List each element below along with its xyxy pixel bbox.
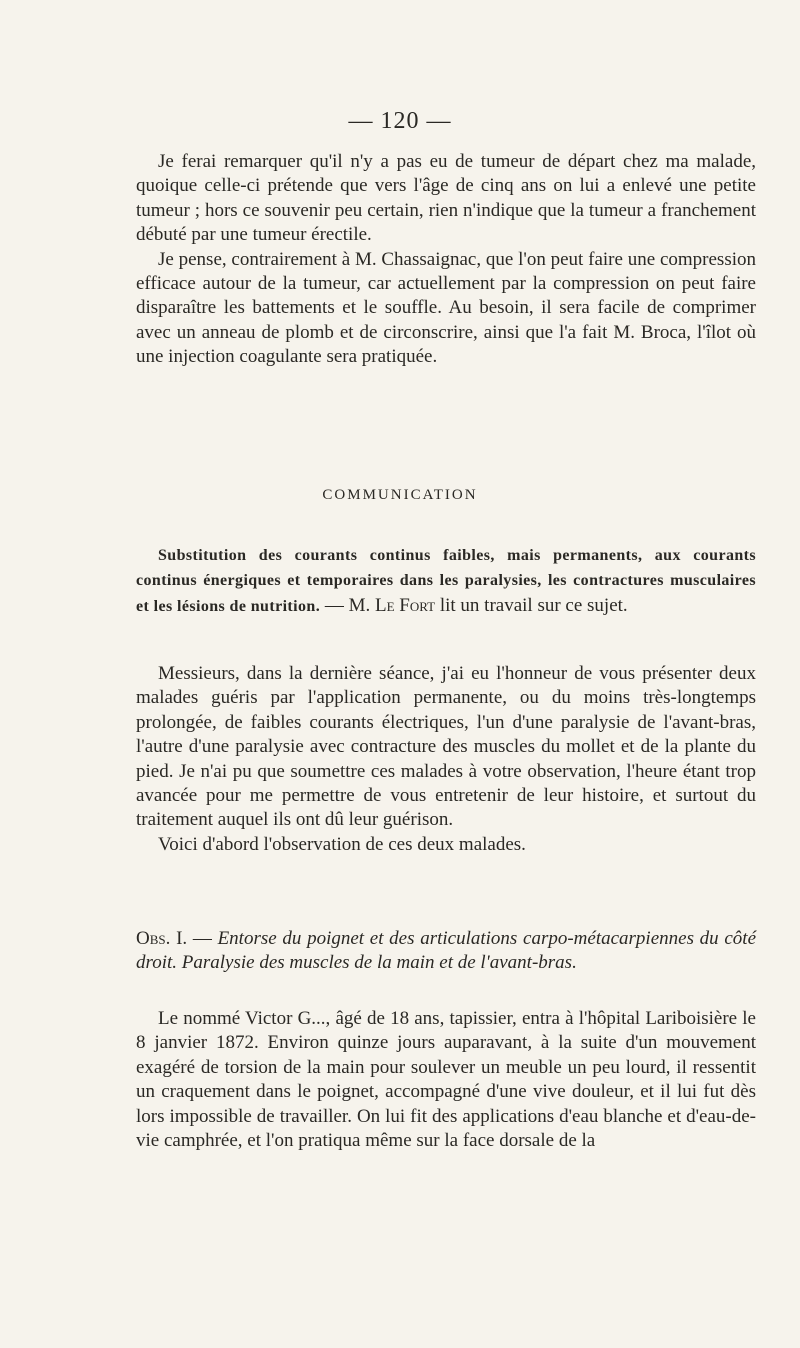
observation-paragraph bbox=[136, 927, 756, 976]
communication-dash: — bbox=[320, 594, 349, 616]
body-text bbox=[136, 662, 756, 857]
communication-tail: lit un travail sur ce sujet. bbox=[435, 594, 628, 616]
intro-text bbox=[136, 150, 756, 370]
body-paragraph: Messieurs, dans la dernière séance, j'ai eu l'honneur de vous présenter deux malades guéris par l'application permanente, ou du moins très-longtemps prolongée, de faibles courants électriques, l'un d'une paralysie de l'avant-bras, l'autre d'une paralysie avec contracture des muscles du mollet et de la plante du pied. Je n'ai pu que soumettre ces malades à votre observation, l'heure étant trop avancée pour me permettre de vous entretenir de leur histoire, et surtout du traitement auquel ils ont dû leur guérison. bbox=[136, 663, 756, 831]
body-paragraph: Voici d'abord l'observation de ces deux malades. bbox=[158, 833, 526, 855]
communication-title: Substitution des courants continus faibles, mais permanents, aux courants continus énergiques et temporaires dans les paralysies, les contractures musculaires et les lésions de nutrition. bbox=[136, 547, 756, 615]
observation-title: Entorse du poignet et des articulations carpo-métacarpiennes du côté droit. Paralysie des muscles de la main et de l'avant-bras. bbox=[136, 928, 757, 974]
intro-paragraph: Je pense, contrairement à M. Chassaignac, que l'on peut faire une compression efficace autour de la tumeur, car actuellement par la compression on peut faire disparaître les battements et le souffle. Au besoin, il sera facile de comprimer avec un anneau de plomb et de circonscrire, ainsi que l'a fait M. Broca, l'îlot où une injection coagulante sera pratiquée. bbox=[136, 248, 756, 368]
communication-author: M. Le Fort bbox=[348, 594, 436, 616]
page-number: — 120 — bbox=[348, 108, 452, 134]
observation-dash: — bbox=[187, 928, 218, 949]
communication-paragraph bbox=[136, 543, 756, 619]
case-text bbox=[136, 1007, 756, 1153]
intro-paragraph: Je ferai remarquer qu'il n'y a pas eu de tumeur de départ chez ma malade, quoique celle-ci prétende que vers l'âge de cinq ans on lui a enlevé une petite tumeur ; hors ce souvenir peu certain, rien n'indique que la tumeur a franchement débuté par une tumeur érectile. bbox=[136, 151, 756, 246]
section-heading: COMMUNICATION bbox=[322, 487, 478, 503]
observation-label: Obs. I. bbox=[136, 928, 188, 949]
case-paragraph: Le nommé Victor G..., âgé de 18 ans, tapissier, entra à l'hôpital Lariboisière le 8 janvier 1872. Environ quinze jours auparavant, à la suite d'un mouvement exagéré de torsion de la main pour soulever un meuble un peu lourd, il ressentit un craquement dans le poignet, accompagné d'une vive douleur, et il lui fut dès lors impossible de travailler. On lui fit des applications d'eau blanche et d'eau-de-vie camphrée, et l'on pratiqua même sur la face dorsale de la bbox=[136, 1008, 756, 1152]
observation-heading bbox=[136, 927, 756, 976]
communication-title-block bbox=[136, 543, 756, 619]
